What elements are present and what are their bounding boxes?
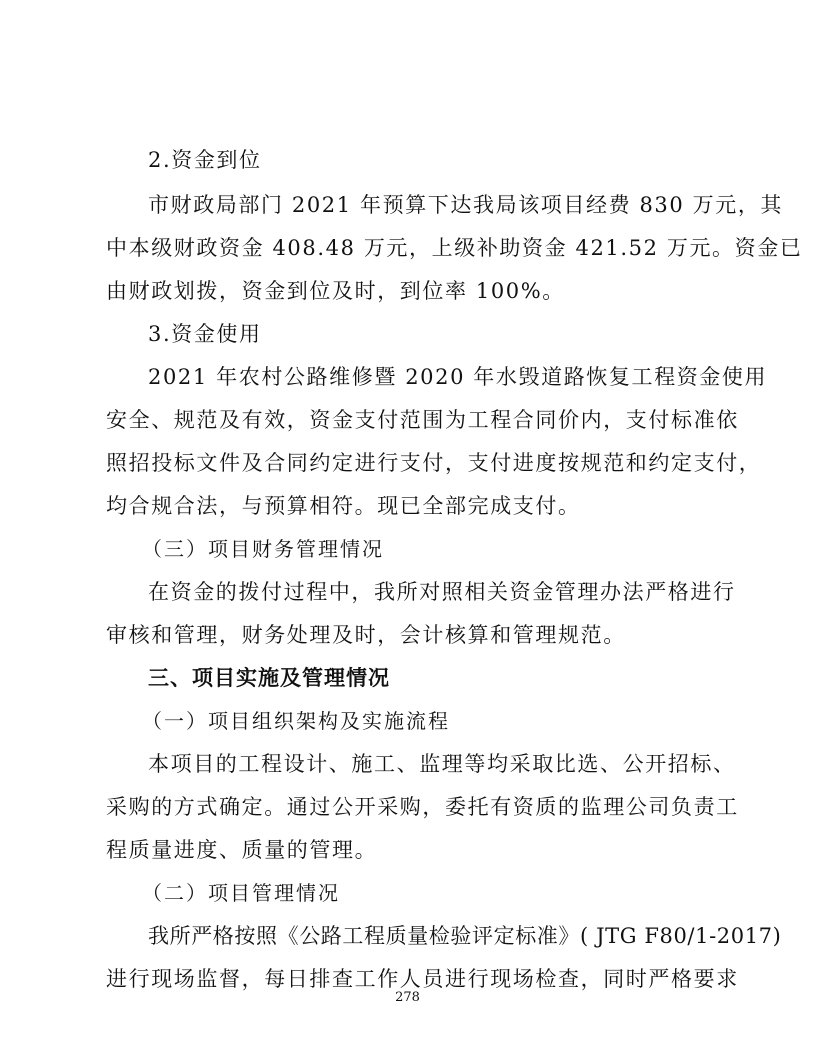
chapter-heading-implementation: 三、项目实施及管理情况 (148, 666, 390, 690)
section-heading-project-management: （二）项目管理情况 (142, 881, 340, 905)
subheading-funds-arrival: 2.资金到位 (148, 148, 262, 172)
paragraph-line: 安全、规范及有效，资金支付范围为工程合同价内，支付标准依 (106, 408, 739, 432)
subheading-funds-usage: 3.资金使用 (148, 322, 262, 346)
paragraph-line: 我所严格按照《公路工程质量检验评定标准》( JTG F80/1-2017) (148, 924, 782, 948)
paragraph-line: 中本级财政资金 408.48 万元，上级补助资金 421.52 万元。资金已 (106, 236, 803, 260)
paragraph-line: 照招投标文件及合同约定进行支付，支付进度按规范和约定支付， (106, 451, 762, 475)
paragraph-line: 由财政划拨，资金到位及时，到位率 100%。 (106, 279, 565, 303)
paragraph-line: 进行现场监督，每日排查工作人员进行现场检查，同时严格要求 (106, 967, 739, 991)
paragraph-line: 审核和管理，财务处理及时，会计核算和管理规范。 (106, 623, 626, 647)
page-number: 278 (395, 990, 420, 1005)
paragraph-line: 程质量进度、质量的管理。 (106, 838, 378, 862)
paragraph-line: 本项目的工程设计、施工、监理等均采取比选、公开招标、 (148, 752, 736, 776)
paragraph-line: 2021 年农村公路维修暨 2020 年水毁道路恢复工程资金使用 (148, 365, 768, 389)
paragraph-line: 市财政局部门 2021 年预算下达我局该项目经费 830 万元，其 (148, 193, 784, 217)
paragraph-line: 采购的方式确定。通过公开采购，委托有资质的监理公司负责工 (106, 795, 739, 819)
section-heading-financial-management: （三）项目财务管理情况 (142, 537, 384, 561)
paragraph-line: 均合规合法，与预算相符。现已全部完成支付。 (106, 494, 581, 518)
section-heading-organization: （一）项目组织架构及实施流程 (142, 709, 450, 733)
paragraph-line: 在资金的拨付过程中，我所对照相关资金管理办法严格进行 (148, 580, 736, 604)
